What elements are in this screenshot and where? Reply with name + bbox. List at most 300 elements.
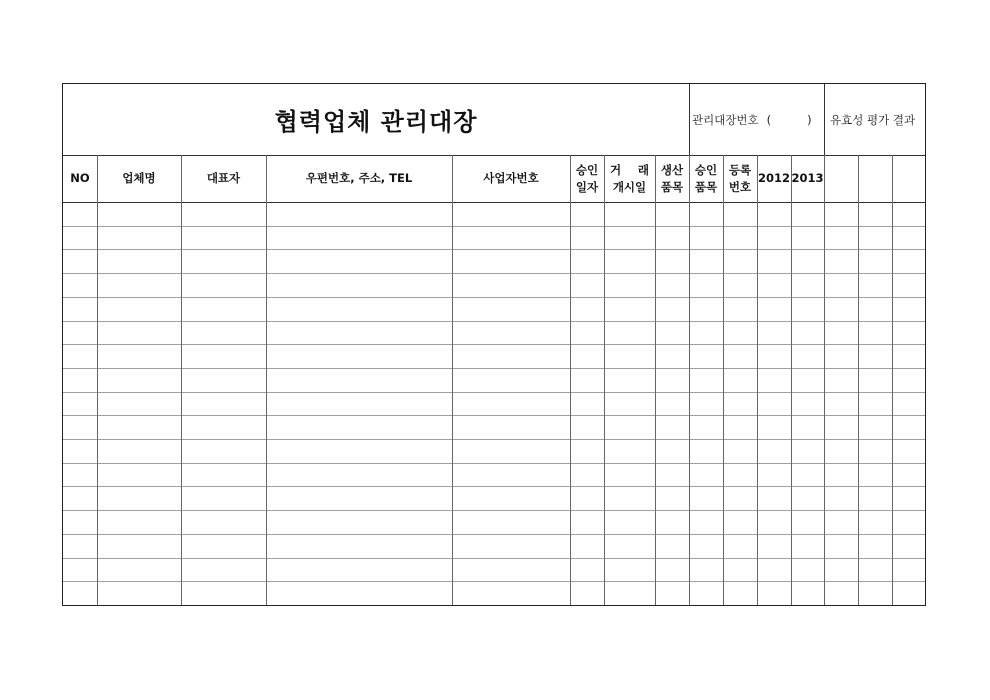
- table-cell-registration-number[interactable]: [723, 510, 757, 534]
- table-cell-business-number[interactable]: [452, 581, 570, 605]
- table-cell-no[interactable]: [63, 581, 97, 605]
- table-cell-no[interactable]: [63, 463, 97, 487]
- table-cell-trade-start[interactable]: [604, 392, 655, 416]
- table-cell-production-items[interactable]: [655, 463, 689, 487]
- table-row: [63, 510, 925, 534]
- table-cell-approved-items[interactable]: [689, 392, 723, 416]
- table-cell-no[interactable]: [63, 486, 97, 510]
- evaluation-result-field: [824, 84, 925, 155]
- table-cell-no[interactable]: [63, 297, 97, 321]
- header-divider: [63, 202, 925, 203]
- table-cell-company[interactable]: [97, 273, 181, 297]
- table-cell-production-items[interactable]: [655, 581, 689, 605]
- row-divider: [63, 510, 925, 511]
- column-header-line: NO: [70, 171, 90, 185]
- table-cell-y2012[interactable]: [757, 510, 791, 534]
- table-cell-approved-items[interactable]: [689, 463, 723, 487]
- table-row: [63, 392, 925, 416]
- table-cell-trade-start[interactable]: [604, 510, 655, 534]
- table-cell-extra2[interactable]: [858, 439, 892, 463]
- row-divider: [63, 486, 925, 487]
- table-cell-company[interactable]: [97, 321, 181, 345]
- table-cell-representative[interactable]: [181, 534, 266, 558]
- table-cell-contact[interactable]: [266, 368, 452, 392]
- table-row: [63, 368, 925, 392]
- column-header-line: 품목: [694, 179, 718, 194]
- column-header-line: 2013: [791, 171, 824, 185]
- table-cell-approved-items[interactable]: [689, 486, 723, 510]
- table-cell-extra2[interactable]: [858, 368, 892, 392]
- table-cell-trade-start[interactable]: [604, 249, 655, 273]
- table-cell-y2013[interactable]: [791, 510, 824, 534]
- table-cell-production-items[interactable]: [655, 249, 689, 273]
- table-row: [63, 558, 925, 582]
- table-cell-extra3[interactable]: [892, 558, 925, 582]
- table-cell-contact[interactable]: [266, 297, 452, 321]
- table-cell-approval-date[interactable]: [570, 558, 604, 582]
- column-header-company: [97, 155, 181, 202]
- table-cell-registration-number[interactable]: [723, 249, 757, 273]
- table-cell-y2012[interactable]: [757, 202, 791, 226]
- table-cell-approved-items[interactable]: [689, 534, 723, 558]
- table-cell-approved-items[interactable]: [689, 510, 723, 534]
- table-cell-approval-date[interactable]: [570, 510, 604, 534]
- table-cell-business-number[interactable]: [452, 510, 570, 534]
- table-cell-extra1[interactable]: [824, 226, 858, 250]
- table-cell-business-number[interactable]: [452, 249, 570, 273]
- table-cell-approval-date[interactable]: [570, 534, 604, 558]
- table-cell-approval-date[interactable]: [570, 321, 604, 345]
- column-divider: [604, 155, 605, 605]
- table-cell-company[interactable]: [97, 392, 181, 416]
- table-cell-contact[interactable]: [266, 226, 452, 250]
- table-cell-extra1[interactable]: [824, 273, 858, 297]
- column-divider: [655, 155, 656, 605]
- table-cell-extra3[interactable]: [892, 439, 925, 463]
- column-header-line: 우편번호, 주소, TEL: [305, 171, 413, 185]
- table-cell-extra3[interactable]: [892, 534, 925, 558]
- table-cell-y2012[interactable]: [757, 297, 791, 321]
- table-cell-representative[interactable]: [181, 486, 266, 510]
- table-cell-approval-date[interactable]: [570, 486, 604, 510]
- table-cell-y2012[interactable]: [757, 321, 791, 345]
- table-cell-trade-start[interactable]: [604, 581, 655, 605]
- table-cell-production-items[interactable]: [655, 344, 689, 368]
- table-cell-representative[interactable]: [181, 321, 266, 345]
- table-cell-y2012[interactable]: [757, 558, 791, 582]
- table-cell-extra3[interactable]: [892, 273, 925, 297]
- column-divider: [791, 155, 792, 605]
- row-divider: [63, 534, 925, 535]
- table-cell-extra2[interactable]: [858, 249, 892, 273]
- table-cell-approved-items[interactable]: [689, 558, 723, 582]
- table-cell-registration-number[interactable]: [723, 202, 757, 226]
- table-cell-company[interactable]: [97, 463, 181, 487]
- table-cell-extra1[interactable]: [824, 415, 858, 439]
- table-cell-contact[interactable]: [266, 273, 452, 297]
- table-cell-production-items[interactable]: [655, 226, 689, 250]
- table-cell-production-items[interactable]: [655, 486, 689, 510]
- table-cell-business-number[interactable]: [452, 486, 570, 510]
- table-cell-no[interactable]: [63, 415, 97, 439]
- table-cell-registration-number[interactable]: [723, 392, 757, 416]
- table-cell-production-items[interactable]: [655, 415, 689, 439]
- column-header-line: 승인: [694, 162, 718, 177]
- table-row: [63, 415, 925, 439]
- table-cell-trade-start[interactable]: [604, 226, 655, 250]
- table-cell-extra1[interactable]: [824, 439, 858, 463]
- table-cell-extra1[interactable]: [824, 510, 858, 534]
- table-cell-representative[interactable]: [181, 249, 266, 273]
- column-divider: [689, 155, 690, 605]
- column-header-trade-start: [604, 155, 655, 202]
- table-cell-company[interactable]: [97, 510, 181, 534]
- table-cell-trade-start[interactable]: [604, 297, 655, 321]
- title-divider: [63, 155, 925, 156]
- table-cell-contact[interactable]: [266, 392, 452, 416]
- column-header-business-number: [452, 155, 570, 202]
- table-cell-company[interactable]: [97, 202, 181, 226]
- table-cell-trade-start[interactable]: [604, 415, 655, 439]
- table-cell-no[interactable]: [63, 510, 97, 534]
- column-header-extra2: [858, 155, 892, 202]
- column-divider: [858, 155, 859, 605]
- table-cell-representative[interactable]: [181, 344, 266, 368]
- table-cell-extra1[interactable]: [824, 344, 858, 368]
- table-cell-trade-start[interactable]: [604, 463, 655, 487]
- table-cell-approval-date[interactable]: [570, 368, 604, 392]
- table-cell-approved-items[interactable]: [689, 439, 723, 463]
- table-cell-y2012[interactable]: [757, 486, 791, 510]
- table-cell-y2013[interactable]: [791, 368, 824, 392]
- table-cell-contact[interactable]: [266, 344, 452, 368]
- table-cell-approval-date[interactable]: [570, 297, 604, 321]
- table-cell-no[interactable]: [63, 392, 97, 416]
- table-cell-y2013[interactable]: [791, 558, 824, 582]
- table-cell-trade-start[interactable]: [604, 368, 655, 392]
- table-cell-production-items[interactable]: [655, 510, 689, 534]
- table-cell-extra3[interactable]: [892, 392, 925, 416]
- table-row: [63, 463, 925, 487]
- table-cell-company[interactable]: [97, 439, 181, 463]
- table-cell-extra3[interactable]: [892, 510, 925, 534]
- table-cell-extra3[interactable]: [892, 202, 925, 226]
- table-cell-approved-items[interactable]: [689, 297, 723, 321]
- table-cell-company[interactable]: [97, 297, 181, 321]
- table-cell-approved-items[interactable]: [689, 202, 723, 226]
- table-cell-extra1[interactable]: [824, 581, 858, 605]
- table-cell-no[interactable]: [63, 558, 97, 582]
- table-cell-representative[interactable]: [181, 439, 266, 463]
- table-cell-y2012[interactable]: [757, 344, 791, 368]
- table-cell-business-number[interactable]: [452, 534, 570, 558]
- table-cell-production-items[interactable]: [655, 297, 689, 321]
- table-row: [63, 344, 925, 368]
- table-cell-company[interactable]: [97, 534, 181, 558]
- table-cell-extra3[interactable]: [892, 344, 925, 368]
- table-cell-y2013[interactable]: [791, 321, 824, 345]
- table-cell-extra3[interactable]: [892, 581, 925, 605]
- table-cell-no[interactable]: [63, 226, 97, 250]
- table-cell-approved-items[interactable]: [689, 226, 723, 250]
- row-divider: [63, 463, 925, 464]
- table-cell-extra3[interactable]: [892, 321, 925, 345]
- table-cell-extra2[interactable]: [858, 463, 892, 487]
- table-cell-contact[interactable]: [266, 202, 452, 226]
- column-header-line: 업체명: [122, 171, 156, 185]
- table-cell-extra1[interactable]: [824, 486, 858, 510]
- table-cell-approval-date[interactable]: [570, 273, 604, 297]
- table-cell-representative[interactable]: [181, 581, 266, 605]
- table-cell-registration-number[interactable]: [723, 581, 757, 605]
- table-cell-company[interactable]: [97, 344, 181, 368]
- table-cell-registration-number[interactable]: [723, 558, 757, 582]
- table-cell-y2013[interactable]: [791, 486, 824, 510]
- table-cell-business-number[interactable]: [452, 415, 570, 439]
- table-cell-business-number[interactable]: [452, 297, 570, 321]
- table-cell-registration-number[interactable]: [723, 463, 757, 487]
- table-cell-trade-start[interactable]: [604, 486, 655, 510]
- column-header-extra3: [892, 155, 925, 202]
- table-cell-extra2[interactable]: [858, 486, 892, 510]
- table-cell-production-items[interactable]: [655, 439, 689, 463]
- table-cell-no[interactable]: [63, 273, 97, 297]
- table-cell-business-number[interactable]: [452, 344, 570, 368]
- table-cell-representative[interactable]: [181, 297, 266, 321]
- table-cell-approval-date[interactable]: [570, 463, 604, 487]
- table-cell-approved-items[interactable]: [689, 249, 723, 273]
- table-cell-extra2[interactable]: [858, 558, 892, 582]
- row-divider: [63, 439, 925, 440]
- table-cell-y2012[interactable]: [757, 463, 791, 487]
- table-cell-approval-date[interactable]: [570, 202, 604, 226]
- table-cell-business-number[interactable]: [452, 368, 570, 392]
- table-cell-registration-number[interactable]: [723, 344, 757, 368]
- table-cell-contact[interactable]: [266, 249, 452, 273]
- table-cell-representative[interactable]: [181, 392, 266, 416]
- table-row: [63, 202, 925, 226]
- table-cell-company[interactable]: [97, 368, 181, 392]
- table-cell-trade-start[interactable]: [604, 534, 655, 558]
- table-cell-production-items[interactable]: [655, 558, 689, 582]
- table-cell-trade-start[interactable]: [604, 439, 655, 463]
- table-cell-contact[interactable]: [266, 321, 452, 345]
- table-cell-approval-date[interactable]: [570, 439, 604, 463]
- table-cell-representative[interactable]: [181, 202, 266, 226]
- table-cell-y2012[interactable]: [757, 249, 791, 273]
- table-cell-no[interactable]: [63, 368, 97, 392]
- table-cell-representative[interactable]: [181, 558, 266, 582]
- table-cell-no[interactable]: [63, 439, 97, 463]
- table-cell-contact[interactable]: [266, 510, 452, 534]
- table-cell-production-items[interactable]: [655, 321, 689, 345]
- table-cell-contact[interactable]: [266, 439, 452, 463]
- table-cell-y2013[interactable]: [791, 534, 824, 558]
- table-cell-no[interactable]: [63, 321, 97, 345]
- table-cell-y2013[interactable]: [791, 581, 824, 605]
- table-cell-extra1[interactable]: [824, 297, 858, 321]
- table-cell-approved-items[interactable]: [689, 581, 723, 605]
- table-cell-business-number[interactable]: [452, 439, 570, 463]
- table-cell-trade-start[interactable]: [604, 344, 655, 368]
- table-cell-trade-start[interactable]: [604, 273, 655, 297]
- table-cell-registration-number[interactable]: [723, 273, 757, 297]
- table-cell-extra2[interactable]: [858, 534, 892, 558]
- table-cell-extra2[interactable]: [858, 321, 892, 345]
- table-cell-extra1[interactable]: [824, 368, 858, 392]
- table-cell-extra3[interactable]: [892, 368, 925, 392]
- row-divider: [63, 226, 925, 227]
- row-divider: [63, 273, 925, 274]
- table-cell-representative[interactable]: [181, 463, 266, 487]
- table-cell-registration-number[interactable]: [723, 486, 757, 510]
- table-cell-extra2[interactable]: [858, 273, 892, 297]
- table-cell-representative[interactable]: [181, 415, 266, 439]
- table-cell-production-items[interactable]: [655, 273, 689, 297]
- table-cell-y2013[interactable]: [791, 249, 824, 273]
- table-cell-representative[interactable]: [181, 510, 266, 534]
- table-cell-no[interactable]: [63, 202, 97, 226]
- table-cell-y2013[interactable]: [791, 439, 824, 463]
- table-cell-approved-items[interactable]: [689, 321, 723, 345]
- column-header-line: 번호: [728, 179, 752, 194]
- table-cell-production-items[interactable]: [655, 392, 689, 416]
- table-cell-y2012[interactable]: [757, 415, 791, 439]
- table-cell-approval-date[interactable]: [570, 415, 604, 439]
- table-cell-business-number[interactable]: [452, 202, 570, 226]
- table-cell-y2012[interactable]: [757, 581, 791, 605]
- table-cell-business-number[interactable]: [452, 392, 570, 416]
- table-cell-y2012[interactable]: [757, 534, 791, 558]
- table-cell-business-number[interactable]: [452, 226, 570, 250]
- table-cell-y2013[interactable]: [791, 344, 824, 368]
- table-cell-extra1[interactable]: [824, 392, 858, 416]
- management-number-label: 관리대장번호: [692, 112, 759, 127]
- table-cell-contact[interactable]: [266, 558, 452, 582]
- table-cell-extra3[interactable]: [892, 297, 925, 321]
- table-cell-representative[interactable]: [181, 368, 266, 392]
- table-cell-extra1[interactable]: [824, 534, 858, 558]
- table-cell-y2013[interactable]: [791, 202, 824, 226]
- title-block-divider: [824, 84, 825, 155]
- table-cell-approved-items[interactable]: [689, 273, 723, 297]
- table-cell-contact[interactable]: [266, 581, 452, 605]
- column-header-glyph: 거: [610, 162, 622, 177]
- row-divider: [63, 344, 925, 345]
- table-cell-extra2[interactable]: [858, 297, 892, 321]
- table-cell-y2012[interactable]: [757, 368, 791, 392]
- table-cell-contact[interactable]: [266, 415, 452, 439]
- table-cell-approval-date[interactable]: [570, 226, 604, 250]
- table-cell-approval-date[interactable]: [570, 581, 604, 605]
- table-cell-extra1[interactable]: [824, 558, 858, 582]
- table-row: [63, 273, 925, 297]
- table-cell-extra3[interactable]: [892, 226, 925, 250]
- table-cell-approval-date[interactable]: [570, 249, 604, 273]
- row-divider: [63, 297, 925, 298]
- column-header-approved-items: [689, 155, 723, 202]
- table-cell-registration-number[interactable]: [723, 297, 757, 321]
- table-cell-extra2[interactable]: [858, 202, 892, 226]
- table-cell-registration-number[interactable]: [723, 368, 757, 392]
- table-cell-y2013[interactable]: [791, 297, 824, 321]
- table-cell-company[interactable]: [97, 581, 181, 605]
- table-cell-y2012[interactable]: [757, 392, 791, 416]
- table-cell-trade-start[interactable]: [604, 558, 655, 582]
- table-cell-registration-number[interactable]: [723, 415, 757, 439]
- table-cell-registration-number[interactable]: [723, 439, 757, 463]
- table-cell-company[interactable]: [97, 415, 181, 439]
- table-cell-extra1[interactable]: [824, 202, 858, 226]
- table-cell-y2013[interactable]: [791, 415, 824, 439]
- table-cell-extra2[interactable]: [858, 415, 892, 439]
- table-cell-contact[interactable]: [266, 463, 452, 487]
- table-cell-y2013[interactable]: [791, 392, 824, 416]
- table-cell-registration-number[interactable]: [723, 226, 757, 250]
- table-cell-approval-date[interactable]: [570, 344, 604, 368]
- table-cell-business-number[interactable]: [452, 321, 570, 345]
- table-cell-y2013[interactable]: [791, 226, 824, 250]
- table-cell-production-items[interactable]: [655, 368, 689, 392]
- table-cell-extra1[interactable]: [824, 321, 858, 345]
- table-cell-extra2[interactable]: [858, 226, 892, 250]
- table-cell-trade-start[interactable]: [604, 202, 655, 226]
- supplier-register-sheet: [62, 83, 926, 606]
- table-cell-contact[interactable]: [266, 486, 452, 510]
- table-cell-approval-date[interactable]: [570, 392, 604, 416]
- table-cell-production-items[interactable]: [655, 534, 689, 558]
- table-cell-extra3[interactable]: [892, 486, 925, 510]
- table-cell-business-number[interactable]: [452, 558, 570, 582]
- table-cell-extra2[interactable]: [858, 344, 892, 368]
- table-cell-y2013[interactable]: [791, 273, 824, 297]
- table-cell-extra1[interactable]: [824, 463, 858, 487]
- table-cell-extra3[interactable]: [892, 415, 925, 439]
- table-cell-extra2[interactable]: [858, 392, 892, 416]
- table-cell-production-items[interactable]: [655, 202, 689, 226]
- table-cell-extra3[interactable]: [892, 463, 925, 487]
- table-cell-trade-start[interactable]: [604, 321, 655, 345]
- table-cell-extra2[interactable]: [858, 581, 892, 605]
- table-cell-approved-items[interactable]: [689, 368, 723, 392]
- table-cell-y2012[interactable]: [757, 439, 791, 463]
- table-cell-contact[interactable]: [266, 534, 452, 558]
- table-cell-business-number[interactable]: [452, 463, 570, 487]
- table-cell-y2012[interactable]: [757, 273, 791, 297]
- table-cell-company[interactable]: [97, 249, 181, 273]
- table-cell-y2012[interactable]: [757, 226, 791, 250]
- table-cell-y2013[interactable]: [791, 463, 824, 487]
- column-header-production-items: [655, 155, 689, 202]
- table-cell-no[interactable]: [63, 344, 97, 368]
- table-cell-registration-number[interactable]: [723, 534, 757, 558]
- table-cell-representative[interactable]: [181, 226, 266, 250]
- table-cell-business-number[interactable]: [452, 273, 570, 297]
- table-cell-approved-items[interactable]: [689, 415, 723, 439]
- table-cell-company[interactable]: [97, 226, 181, 250]
- table-cell-registration-number[interactable]: [723, 321, 757, 345]
- table-cell-extra2[interactable]: [858, 510, 892, 534]
- table-cell-representative[interactable]: [181, 273, 266, 297]
- column-header-line: 대표자: [206, 171, 241, 185]
- table-cell-approved-items[interactable]: [689, 344, 723, 368]
- table-cell-extra1[interactable]: [824, 249, 858, 273]
- table-cell-no[interactable]: [63, 534, 97, 558]
- table-cell-company[interactable]: [97, 486, 181, 510]
- table-cell-no[interactable]: [63, 249, 97, 273]
- table-cell-company[interactable]: [97, 558, 181, 582]
- table-cell-extra3[interactable]: [892, 249, 925, 273]
